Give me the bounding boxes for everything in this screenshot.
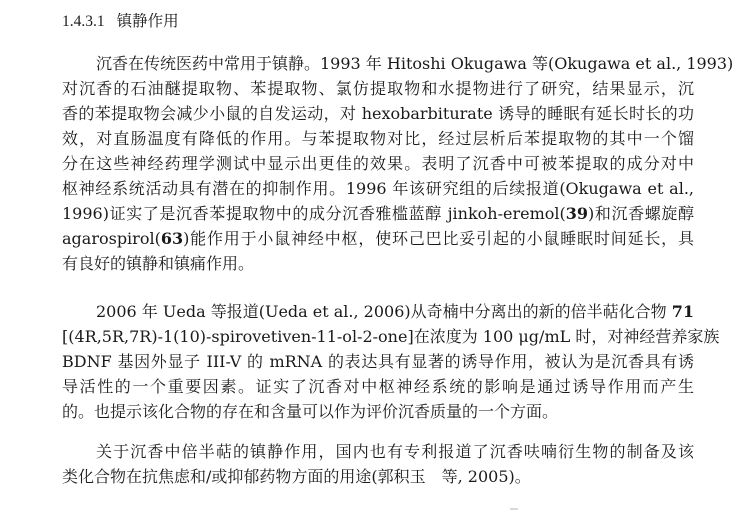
text-run: )能作用于小鼠神经中枢，使环己巴比妥引起的小鼠睡眠时间延长，具	[183, 229, 694, 248]
text-run: 对沉香的石油醚提取物、苯提取物、氯仿提取物和水提物进行了研究，结果显示，沉	[62, 79, 694, 98]
paragraph-2-line-2	[62, 325, 720, 349]
paragraph-1-line-4	[62, 127, 694, 151]
section-heading	[62, 10, 179, 33]
paragraph-1-line-1	[96, 52, 734, 76]
paragraph-1-line-5	[62, 152, 694, 176]
text-run: 香的苯提取物会减少小鼠的自发运动，对 hexobarbiturate 诱导的睡眠有延长时长的功	[62, 104, 694, 123]
text-run: 效，对直肠温度有降低的作用。与苯提取物对比，经过层析后苯提取物的其中一个馏	[62, 129, 694, 148]
paragraph-2-line-3	[62, 350, 694, 374]
paragraph-1-line-3	[62, 102, 694, 126]
text-run: [(4R,5R,7R)-1(10)-spirovetiven-11-ol-2-one]在浓度为 100 μg/mL 时，对神经营养家族	[62, 327, 720, 346]
scan-mark	[510, 508, 518, 510]
text-run: agarospirol(	[62, 229, 161, 248]
text-run: 关于沉香中倍半萜的镇静作用，国内也有专利报道了沉香呋喃衍生物的制备及该	[96, 442, 694, 461]
text-run: 枢神经系统活动具有潜在的抑制作用。1996 年该研究组的后续报道(Okugawa et al.,	[62, 179, 694, 198]
text-run: 导活性的一个重要因素。证实了沉香对中枢神经系统的影响是通过诱导作用而产生	[62, 377, 694, 396]
paragraph-1-line-9	[62, 252, 694, 276]
text-run: 的。也提示该化合物的存在和含量可以作为评价沉香质量的一个方面。	[62, 402, 559, 421]
paragraph-1-line-8	[62, 227, 694, 251]
paragraph-2-line-1	[96, 300, 694, 324]
compound-number: 71	[671, 302, 694, 321]
compound-number: 63	[160, 229, 184, 248]
paragraph-3-line-1	[96, 440, 694, 464]
paragraph-3-line-2	[62, 465, 694, 489]
paragraph-1-line-6	[62, 177, 694, 201]
text-run: 分在这些神经药理学测试中显示出更佳的效果。表明了沉香中可被苯提取的成分对中	[62, 154, 694, 173]
compound-number: 39	[565, 204, 589, 223]
text-run: 类化合物在抗焦虑和/或抑郁药物方面的用途(郭积玉 等, 2005)。	[62, 467, 531, 486]
text-run: 2006 年 Ueda 等报道(Ueda et al., 2006)从奇楠中分离出的新的倍半萜化合物	[96, 302, 672, 321]
text-run: 1996)证实了是沉香苯提取物中的成分沉香雅槛蓝醇 jinkoh-eremol(	[62, 204, 566, 223]
paragraph-2-line-4	[62, 375, 694, 399]
paragraph-1-line-2	[62, 77, 694, 101]
section-number: 1.4.3.1	[62, 13, 105, 30]
text-run: )和沉香螺旋醇	[588, 204, 694, 223]
paragraph-1-line-7	[62, 202, 694, 226]
paragraph-2-line-5	[62, 400, 694, 424]
text-run: BDNF 基因外显子 III-V 的 mRNA 的表达具有显著的诱导作用，被认为是沉香具有诱	[62, 352, 694, 371]
section-title: 镇静作用	[116, 12, 179, 30]
text-run: 沉香在传统医药中常用于镇静。1993 年 Hitoshi Okugawa 等(Okugawa et al., 1993)	[96, 54, 734, 73]
text-run: 有良好的镇静和镇痛作用。	[62, 254, 255, 273]
